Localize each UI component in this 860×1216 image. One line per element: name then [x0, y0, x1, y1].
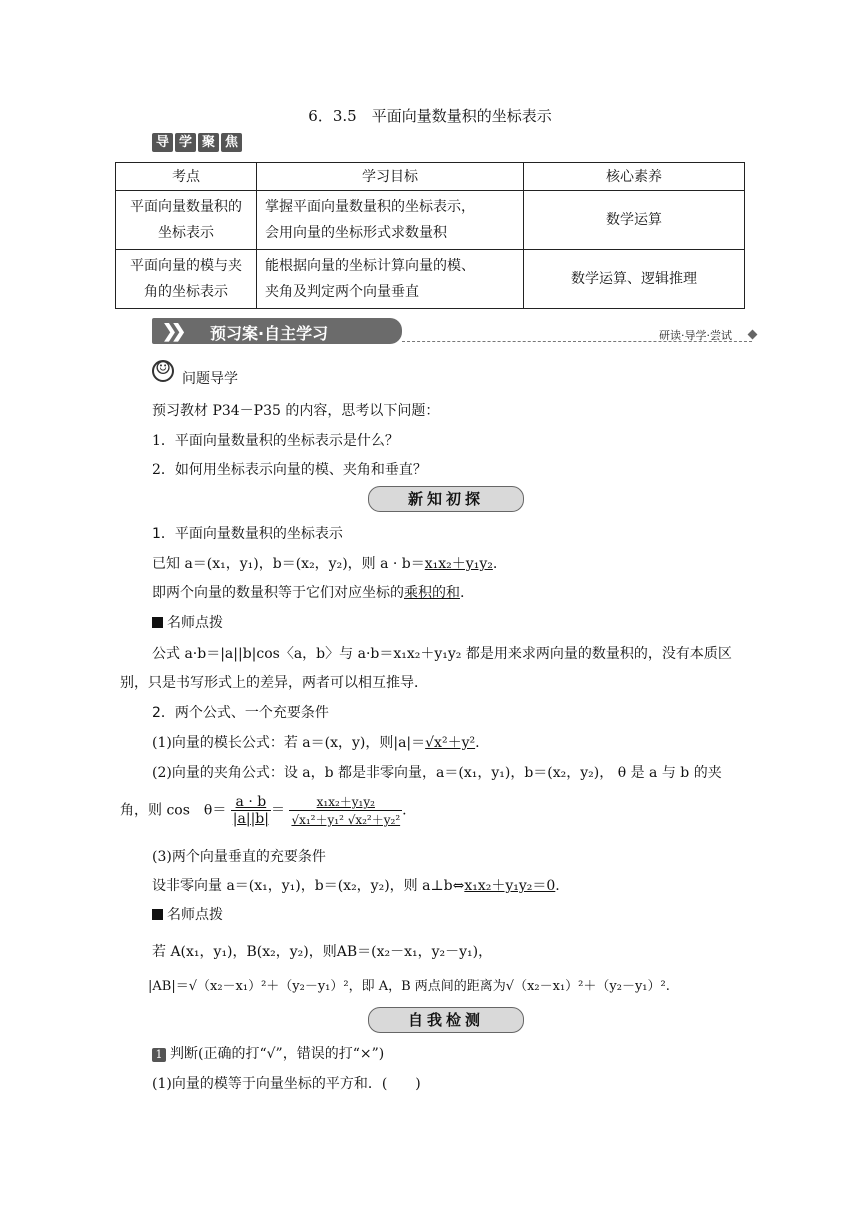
- section-heading: 2．两个公式、一个充要条件: [152, 705, 329, 721]
- formula-line: (2)向量的夹角公式：设 a，b 都是非零向量，a＝(x₁，y₁)，b＝(x₂，y₂)， θ 是 a 与 b 的夹: [152, 765, 722, 781]
- period: .: [475, 735, 480, 751]
- table-cell-goal: [257, 191, 524, 250]
- table-header: 学习目标: [257, 163, 524, 191]
- section-tag-char: 学: [175, 133, 196, 152]
- cell-line: 坐标表示: [158, 225, 214, 241]
- answer-blank: √x²＋y²: [425, 735, 476, 751]
- period: .: [460, 585, 465, 601]
- answer-blank: |a||b|: [232, 811, 269, 827]
- cell-line: 平面向量数量积的: [130, 199, 242, 215]
- diamond-icon: [748, 330, 758, 340]
- tip-text: 别，只是书写形式上的差异，两者可以相互推导．: [120, 675, 428, 691]
- period: .: [555, 878, 560, 894]
- preview-banner: [152, 318, 762, 346]
- cell-line: 会用向量的坐标形式求数量积: [265, 225, 447, 241]
- formula-line: [152, 582, 464, 602]
- smiley-icon: [152, 360, 174, 382]
- table-cell-topic: [116, 191, 257, 250]
- banner-subtitle: 研读·导学·尝试: [659, 329, 732, 342]
- formula-prefix: 已知 a＝(x₁，y₁)，b＝(x₂，y₂)，则 a · b＝: [152, 556, 425, 572]
- tip-text: |AB|＝√（x₂－x₁）²＋（y₂－y₁）²，即 A，B 两点间的距离为√（x₂－x₁）²＋（y₂－y₁）².: [148, 979, 670, 994]
- question-line: (1)向量的模等于向量坐标的平方和．( ): [152, 1076, 421, 1092]
- formula-prefix: 设非零向量 a＝(x₁，y₁)，b＝(x₂，y₂)，则 a⊥b⇔: [152, 878, 465, 894]
- section-tag: [152, 133, 242, 152]
- banner-title: 预习案·自主学习: [210, 324, 329, 343]
- subheading: (3)两个向量垂直的充要条件: [152, 849, 326, 865]
- table-cell-goal: [257, 250, 524, 309]
- guide-intro: 预习教材 P34－P35 的内容，思考以下问题：: [152, 403, 440, 419]
- answer-blank: x₁x₂＋y₁y₂: [289, 793, 402, 811]
- fraction: [231, 794, 271, 827]
- section-tag-char: 导: [152, 133, 173, 152]
- guide-question: 1．平面向量数量积的坐标表示是什么？: [152, 433, 399, 449]
- new-knowledge-pill: 新知初探: [368, 486, 524, 512]
- table-row: [116, 250, 745, 309]
- tip-heading-text: 名师点拨: [167, 615, 223, 631]
- section-heading: 1．平面向量数量积的坐标表示: [152, 526, 343, 542]
- section-tag-char: 聚: [198, 133, 219, 152]
- formula-line: [152, 875, 560, 895]
- cell-line: 夹角及判定两个向量垂直: [265, 284, 419, 300]
- table-row: [116, 191, 745, 250]
- question-number-badge: 1: [152, 1048, 166, 1062]
- chevron-right-icon: ❯❯: [162, 321, 181, 342]
- answer-blank: x₁x₂＋y₁y₂: [424, 556, 493, 572]
- question-text: 判断(正确的打“√”，错误的打“×”): [170, 1046, 385, 1062]
- formula-prefix: 即两个向量的数量积等于它们对应坐标的: [152, 585, 404, 601]
- table-cell-literacy: 数学运算、逻辑推理: [524, 250, 745, 309]
- formula-line: [152, 732, 480, 752]
- square-bullet-icon: [152, 909, 163, 920]
- self-check-pill: 自我检测: [368, 1007, 524, 1033]
- guide-question: 2．如何用坐标表示向量的模、夹角和垂直？: [152, 462, 427, 478]
- table-header: 考点: [116, 163, 257, 191]
- answer-blank: √x₁²＋y₁² √x₂²＋y₂²: [291, 813, 401, 827]
- equals: ＝: [270, 802, 285, 819]
- learning-goals-table: [115, 162, 745, 309]
- cell-line: 能根据向量的坐标计算向量的模、: [265, 258, 475, 274]
- tip-heading: [152, 612, 223, 632]
- question-line: [152, 1043, 384, 1063]
- answer-blank: 乘积的和: [404, 585, 460, 601]
- tip-heading-text: 名师点拨: [167, 907, 223, 923]
- cell-line: 掌握平面向量数量积的坐标表示，: [265, 199, 475, 215]
- answer-blank: x₁x₂＋y₁y₂＝0: [464, 878, 556, 894]
- cell-line: 角的坐标表示: [144, 284, 228, 300]
- tip-text: 公式 a·b＝|a||b|cos〈a，b〉与 a·b＝x₁x₂＋y₁y₂ 都是用来求两向量的数量积的，没有本质区: [152, 646, 732, 662]
- section-tag-char: 焦: [221, 133, 242, 152]
- answer-blank: a · b: [231, 794, 271, 811]
- table-cell-topic: [116, 250, 257, 309]
- guide-heading: 问题导学: [182, 371, 238, 387]
- fraction: [289, 793, 402, 828]
- period: .: [402, 802, 407, 819]
- formula-line: [152, 553, 497, 573]
- cell-line: 平面向量的模与夹: [130, 258, 242, 274]
- table-cell-literacy: 数学运算: [524, 191, 745, 250]
- period: .: [492, 556, 498, 572]
- square-bullet-icon: [152, 617, 163, 628]
- tip-text: 若 A(x₁，y₁)，B(x₂，y₂)，则AB＝(x₂－x₁，y₂－y₁)，: [152, 944, 493, 960]
- table-header: 核心素养: [524, 163, 745, 191]
- formula-prefix: (1)向量的模长公式：若 a＝(x，y)，则|a|＝: [152, 735, 426, 751]
- formula-prefix: 角，则 cos θ＝: [120, 802, 227, 819]
- tip-heading: [152, 904, 223, 924]
- page-title: 6．3.5 平面向量数量积的坐标表示: [308, 107, 552, 125]
- formula-line: [120, 793, 407, 828]
